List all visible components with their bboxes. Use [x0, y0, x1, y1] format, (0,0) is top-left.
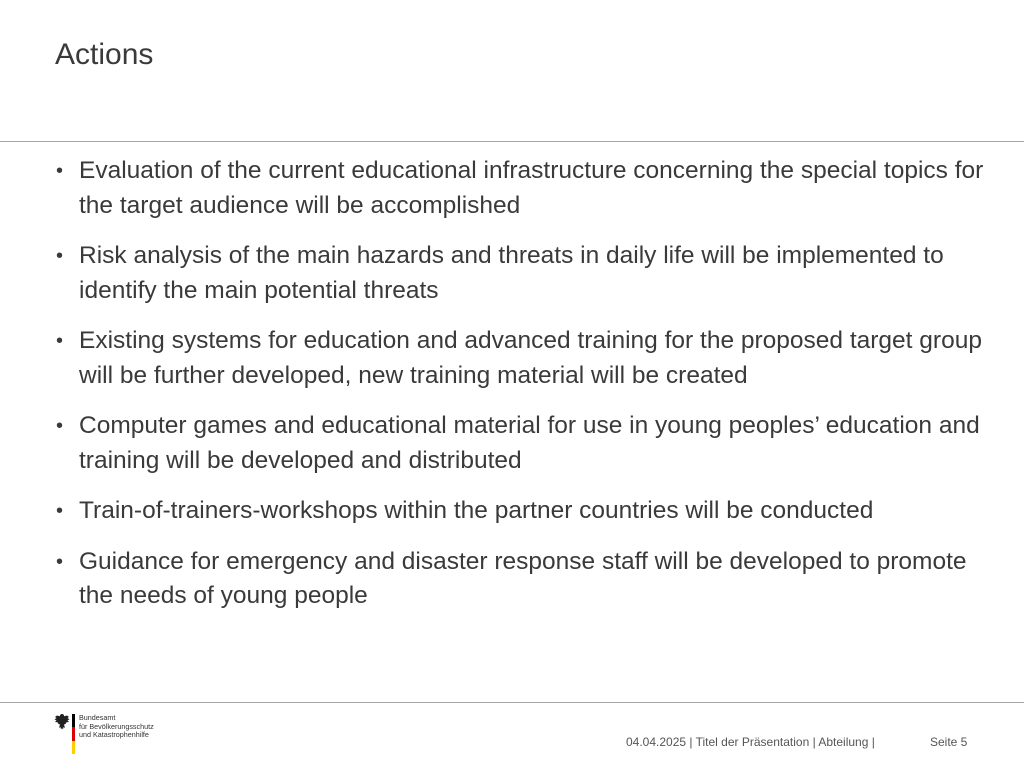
bullet-dot-icon: • [56, 245, 64, 267]
bullet-item [54, 409, 984, 478]
logo-text [79, 714, 154, 740]
bottom-divider [0, 702, 1024, 703]
bullet-list [54, 154, 984, 630]
logo-line: und Katastrophenhilfe [79, 730, 149, 739]
bullet-dot-icon: • [56, 160, 64, 182]
slide-title: Actions [55, 38, 154, 71]
logo-line: für Bevölkerungsschutz [79, 721, 154, 731]
bbk-logo [54, 712, 164, 756]
top-divider [0, 141, 1024, 142]
bullet-dot-icon: • [56, 500, 64, 522]
bullet-text: Existing systems for education and advanced training for the proposed target group will be further developed, new training material will be created [79, 327, 982, 389]
bullet-text: Train-of-trainers-workshops within the partner countries will be conducted [79, 497, 874, 524]
federal-eagle-icon [54, 713, 70, 731]
bullet-item [54, 154, 984, 223]
bullet-text: Computer games and educational material for use in young peoples’ education and training will be developed and distributed [79, 412, 980, 474]
page-number: Seite 5 [930, 735, 968, 749]
bullet-text: Guidance for emergency and disaster response staff will be developed to promote the needs of young people [79, 547, 967, 609]
bullet-item [54, 545, 984, 614]
footer-info: 04.04.2025 | Titel der Präsentation | Abteilung | [626, 735, 875, 749]
german-flag-bar [72, 714, 75, 754]
bullet-item [54, 494, 984, 529]
bullet-dot-icon: • [56, 550, 64, 573]
bullet-dot-icon: • [56, 330, 64, 352]
bullet-item [54, 239, 984, 308]
logo-line: Bundesamt [79, 713, 116, 722]
bullet-item [54, 324, 984, 393]
bullet-text: Evaluation of the current educational infrastructure concerning the special topics for the target audience will be accomplished [79, 157, 984, 219]
bullet-text: Risk analysis of the main hazards and threats in daily life will be implemented to identify the main potential threats [79, 242, 944, 304]
bullet-dot-icon: • [56, 415, 64, 437]
